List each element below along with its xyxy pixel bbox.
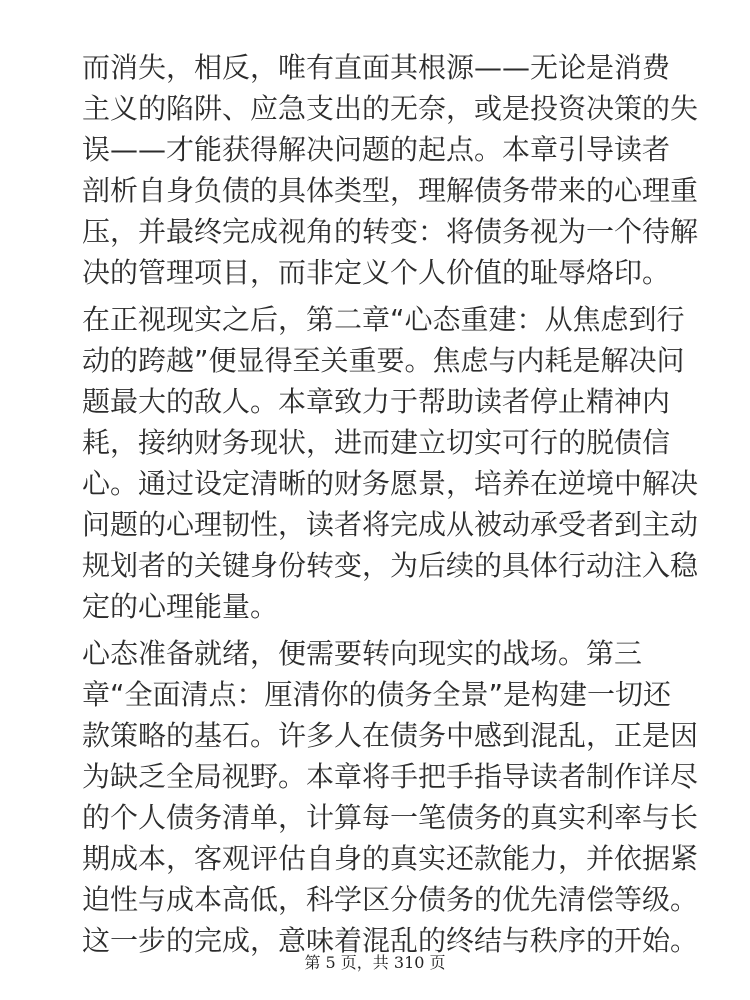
text-line: 迫性与成本高低，科学区分债务的优先清偿等级。 (82, 883, 699, 916)
text-line: 剖析自身负债的具体类型，理解债务带来的心理重 (82, 174, 699, 207)
text-line: 的个人债务清单，计算每一笔债务的真实利率与长 (82, 801, 699, 834)
text-line: 为缺乏全局视野。本章将手把手指导读者制作详尽 (82, 760, 699, 793)
page-number-footer: 第 5 页，共 310 页 (304, 953, 446, 972)
text-line: 而消失，相反，唯有直面其根源——无论是消费 (82, 51, 671, 84)
text-line: 压，并最终完成视角的转变：将债务视为一个待解 (82, 215, 699, 248)
text-line: 款策略的基石。许多人在债务中感到混乱，正是因 (82, 719, 699, 752)
paragraph-1 (82, 47, 699, 293)
text-line: 心。通过设定清晰的财务愿景，培养在逆境中解决 (82, 467, 699, 500)
text-line: 决的管理项目，而非定义个人价值的耻辱烙印。 (82, 256, 671, 289)
text-line: 章“全面清点：厘清你的债务全景”是构建一切还 (82, 678, 672, 711)
paragraph-3 (82, 633, 699, 961)
text-line: 主义的陷阱、应急支出的无奈，或是投资决策的失 (82, 92, 699, 125)
text-line: 耗，接纳财务现状，进而建立切实可行的脱债信 (82, 426, 671, 459)
text-line: 这一步的完成，意味着混乱的终结与秩序的开始。 (82, 924, 699, 957)
text-line: 期成本，客观评估自身的真实还款能力，并依据紧 (82, 842, 699, 875)
text-line: 规划者的关键身份转变，为后续的具体行动注入稳 (82, 549, 699, 582)
text-line: 题最大的敌人。本章致力于帮助读者停止精神内 (82, 385, 671, 418)
paragraph-2 (82, 299, 699, 627)
body-text (82, 47, 699, 967)
text-line: 定的心理能量。 (82, 590, 279, 623)
text-line: 问题的心理韧性，读者将完成从被动承受者到主动 (82, 508, 699, 541)
text-line: 心态准备就绪，便需要转向现实的战场。第三 (82, 637, 643, 670)
text-line: 在正视现实之后，第二章“心态重建：从焦虑到行 (82, 303, 685, 336)
text-line: 动的跨越”便显得至关重要。焦虑与内耗是解决问 (82, 344, 685, 377)
text-line: 误——才能获得解决问题的起点。本章引导读者 (82, 133, 671, 166)
